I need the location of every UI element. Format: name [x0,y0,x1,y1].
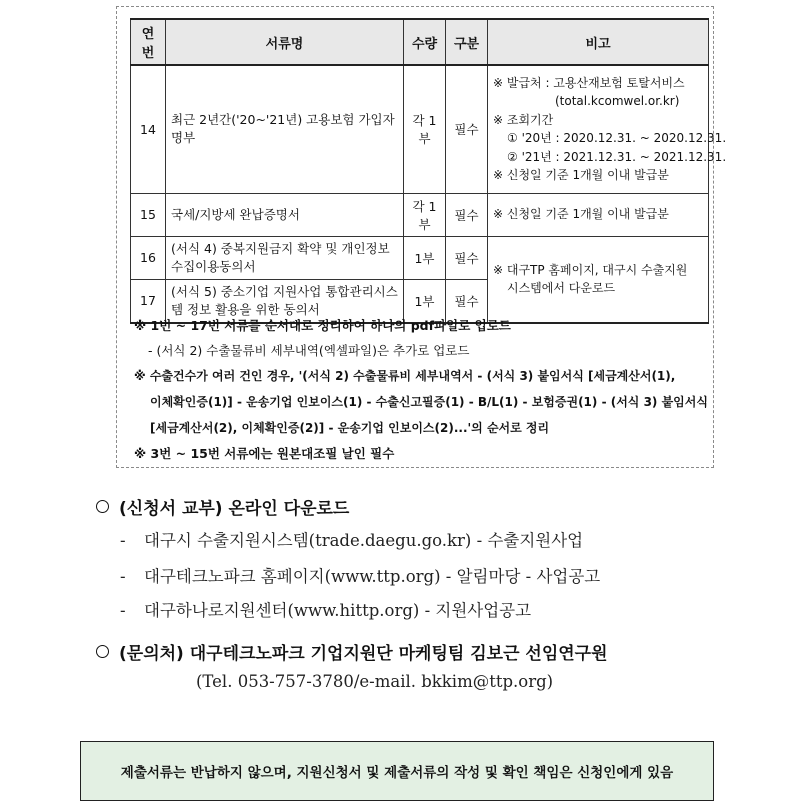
download-item: - 대구하나로지원센터(www.hittp.org) - 지원사업공고 [120,601,532,620]
download-item: - 대구시 수출지원시스템(trade.daegu.go.kr) - 수출지원사업 [120,531,584,550]
note-text: - (서식 2) 수출물류비 세부내역(엑셀파일)은 추가로 업로드 [148,343,470,358]
col-header-type: 구분 [446,19,488,65]
note-text: ※ 3번 ~ 15번 서류에는 원본대조필 날인 필수 [134,446,395,461]
note-line: ※ 신청일 기준 1개월 이내 발급분 [493,168,669,183]
table-row [131,236,709,279]
row-number: 14 [131,65,166,193]
circle-bullet-icon [96,645,109,658]
note-line: (total.kcomwel.or.kr) [555,94,680,109]
note-text: ※ 수출건수가 여러 건인 경우, '(서식 2) 수출물류비 세부내역서 - (서식 3) 붙임서식 [세금계산서(1), [134,369,676,383]
document-name: 국세/지방세 완납증명서 [166,193,404,236]
document-type: 필수 [446,236,488,279]
contact-section-title: (문의처) 대구테크노파크 기업지원단 마케팅팀 김보근 선임연구원 [96,639,608,664]
document-name: 최근 2년간('20~'21년) 고용보험 가입자 명부 [166,65,404,193]
disclaimer-text: 제출서류는 반납하지 않으며, 지원신청서 및 제출서류의 작성 및 확인 책임은 신청인에게 있음 [120,765,674,781]
download-section-title: (신청서 교부) 온라인 다운로드 [96,494,349,519]
document-type: 필수 [446,193,488,236]
note-text: [세금계산서(2), 이체확인증(2)] - 운송기업 인보이스(2)...'의 순서로 정리 [150,421,550,435]
row-number: 15 [131,193,166,236]
circle-bullet-icon [96,500,109,513]
row-number: 17 [131,279,166,323]
document-quantity: 각 1부 [404,65,446,193]
note-line: ※ 발급처 : 고용산재보험 토탈서비스 [493,75,685,90]
document-name: (서식 4) 중복지원금지 확약 및 개인정보 수집이용동의서 [166,236,404,279]
download-item: - 대구테크노파크 홈페이지(www.ttp.org) - 알림마당 - 사업공고 [120,567,601,586]
table-header-row [131,19,709,65]
note-text: ※ 1번 ~ 17번 서류를 순서대로 정리하여 하나의 pdf파일로 업로드 [134,318,511,333]
document-quantity: 1부 [404,236,446,279]
document-note-merged [488,236,709,323]
col-header-notes: 비고 [488,19,709,65]
document-note [488,65,727,193]
row-number: 16 [131,236,166,279]
document-quantity: 각 1부 [404,193,446,236]
document-note: ※ 신청일 기준 1개월 이내 발급분 [488,193,709,236]
note-line: ※ 조회기간 [493,112,554,127]
document-type: 필수 [446,65,488,193]
contact-detail: (Tel. 053-757-3780/e-mail. bkkim@ttp.org) [196,672,554,691]
note-line: ※ 대구TP 홈페이지, 대구시 수출지원 [493,262,688,277]
col-header-no: 연번 [131,19,166,65]
note-line: 시스템에서 다운로드 [507,281,616,296]
document-type: 필수 [446,279,488,323]
document-name: (서식 5) 중소기업 지원사업 통합관리시스템 정보 활용을 위한 동의서 [166,279,404,323]
required-documents-table [130,18,727,324]
note-line: ① '20년 : 2020.12.31. ~ 2020.12.31. [507,131,727,146]
note-text: 이체확인증(1)] - 운송기업 인보이스(1) - 수출신고필증(1) - B/L(1) - 보험증권(1) - (서식 3) 붙임서식 [150,395,708,409]
note-line: ② '21년 : 2021.12.31. ~ 2021.12.31. [507,149,727,164]
table-row [131,193,709,236]
disclaimer-box [80,741,714,801]
document-quantity: 1부 [404,279,446,323]
col-header-name: 서류명 [166,19,404,65]
col-header-qty: 수량 [404,19,446,65]
table-row [131,65,709,193]
